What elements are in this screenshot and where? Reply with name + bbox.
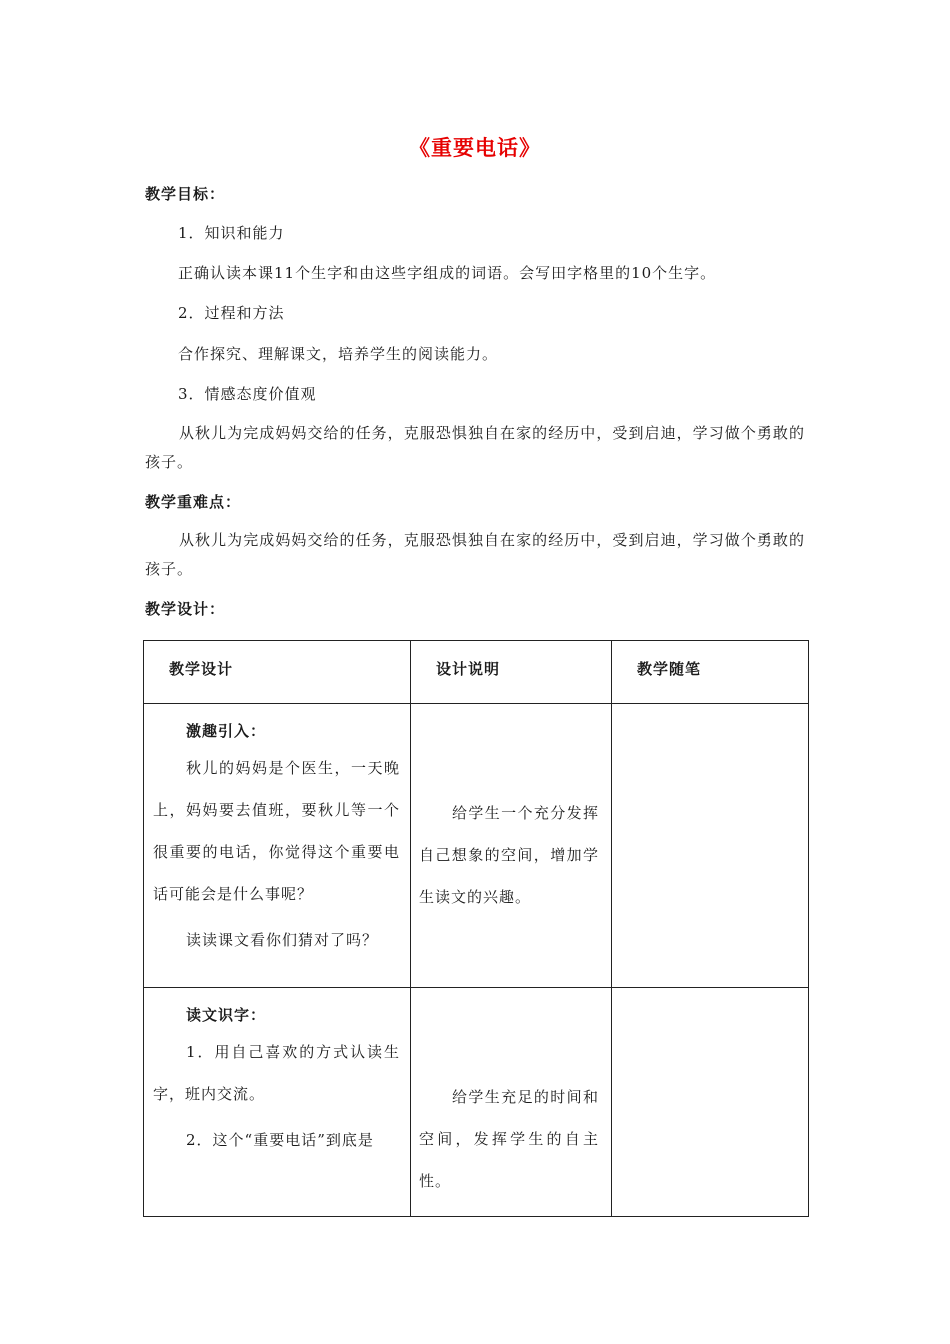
header-cell: [144, 641, 411, 704]
header-design: 教学设计: [169, 660, 234, 678]
goal2-title: 2．过程和方法: [178, 304, 285, 322]
explanation-cell: [411, 704, 612, 988]
header-cell: [612, 641, 809, 704]
notes-cell: [612, 988, 809, 1217]
row-paragraph: 读读课文看你们猜对了吗？: [186, 931, 379, 949]
design-heading: 教学设计：: [145, 600, 226, 618]
row-paragraph: 1．用自己喜欢的方式认读生字，班内交流。: [153, 1043, 400, 1103]
row-paragraph: 秋儿的妈妈是个医生，一天晚上，妈妈要去值班，要秋儿等一个很重要的电话，你觉得这个重要电话可能会是什么事呢？: [153, 759, 400, 903]
header-cell: [411, 641, 612, 704]
key-points-text: 从秋儿为完成妈妈交给的任务，克服恐惧独自在家的经历中，受到启迪，学习做个勇敢的孩子。: [145, 531, 805, 578]
row-paragraph: 2．这个“重要电话”到底是: [186, 1131, 374, 1149]
header-notes: 教学随笔: [637, 660, 702, 678]
table-header-row: [144, 641, 809, 704]
table-row: [144, 988, 809, 1217]
goal2-text: 合作探究、理解课文，培养学生的阅读能力。: [178, 345, 499, 363]
design-cell: [144, 988, 411, 1217]
row-explanation: 给学生充足的时间和空间，发挥学生的自主性。: [419, 1088, 599, 1190]
key-points-heading: 教学重难点：: [145, 493, 242, 511]
row-heading: 激趣引入：: [186, 722, 267, 740]
design-cell: [144, 704, 411, 988]
header-explanation: 设计说明: [436, 660, 501, 678]
explanation-cell: [411, 988, 612, 1217]
goal1-title: 1．知识和能力: [178, 224, 285, 242]
row-heading: 读文识字：: [186, 1006, 267, 1024]
teaching-design-table: [143, 640, 809, 1217]
goal1-text: 正确认读本课11个生字和由这些字组成的词语。会写田字格里的10个生字。: [178, 264, 717, 282]
goal3-title: 3．情感态度价值观: [178, 385, 317, 403]
goals-heading: 教学目标：: [145, 185, 226, 203]
table-row: [144, 704, 809, 988]
goal3-text: 从秋儿为完成妈妈交给的任务，克服恐惧独自在家的经历中，受到启迪，学习做个勇敢的孩子。: [145, 424, 805, 471]
row-explanation: 给学生一个充分发挥自己想象的空间，增加学生读文的兴趣。: [419, 804, 599, 906]
document-title: 《重要电话》: [409, 136, 541, 160]
notes-cell: [612, 704, 809, 988]
